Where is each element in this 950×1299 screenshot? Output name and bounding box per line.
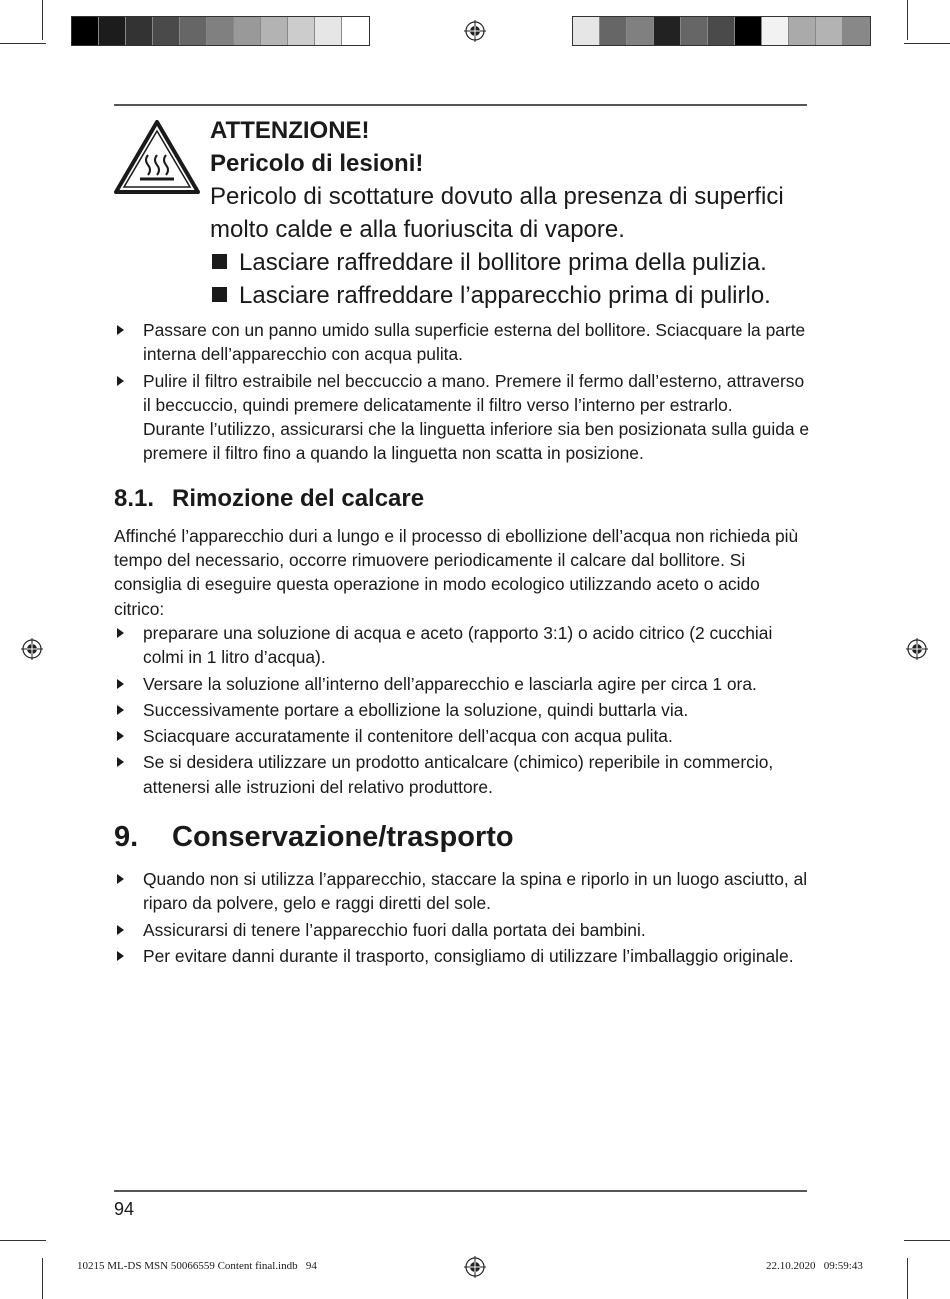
color-swatch: [816, 17, 843, 45]
header-rule: [114, 104, 807, 106]
crop-mark: [904, 43, 950, 44]
color-swatch: [681, 17, 708, 45]
crop-mark: [42, 1258, 43, 1299]
color-bar-right: [572, 16, 871, 46]
section-intro: Affinché l’apparecchio duri a lungo e il processo di ebollizione dell’acqua non richieda più tempo del necessario, occorre rimuovere periodicamente il calcare dal bollitore. Si consiglia di eseguire questa operazione in modo ecologico utilizzando aceto o acido citrico:: [114, 525, 799, 619]
crop-mark: [907, 1258, 908, 1299]
color-swatch: [627, 17, 654, 45]
warning-body: Pericolo di scottature dovuto alla presenza di superfici molto calde e alla fuoriuscita di vapore.: [210, 183, 784, 243]
page-number: 94: [114, 1199, 135, 1219]
color-swatch: [654, 17, 681, 45]
triangle-bullet-icon: [117, 925, 124, 935]
triangle-bullet-icon: [117, 951, 124, 961]
color-swatch: [288, 17, 315, 45]
list-item: Se si desidera utilizzare un prodotto anticalcare (chimico) reperibile in commercio, attenersi alle istruzioni del relativo produttore.: [114, 750, 814, 799]
color-swatch: [207, 17, 234, 45]
section-heading: 8.1. Rimozione del calcare: [114, 484, 425, 512]
list-item: Passare con un panno umido sulla superficie esterna del bollitore. Sciacquare la parte interna dell’apparecchio con acqua pulita.: [114, 318, 814, 367]
color-swatch: [735, 17, 762, 45]
list-item: Successivamente portare a ebollizione la soluzione, quindi buttarla via.: [114, 698, 814, 722]
registration-mark-icon: [21, 638, 43, 660]
cleaning-list: [114, 318, 814, 466]
color-swatch: [72, 17, 99, 45]
warning-title: ATTENZIONE!: [210, 117, 370, 144]
registration-mark-icon: [906, 638, 928, 660]
triangle-bullet-icon: [117, 679, 124, 689]
color-swatch: [126, 17, 153, 45]
warning-item: Lasciare raffreddare il bollitore prima della pulizia.: [210, 246, 810, 279]
warning-block: [210, 114, 810, 312]
storage-list: [114, 867, 814, 968]
main-content: [114, 318, 814, 970]
triangle-bullet-icon: [117, 628, 124, 638]
triangle-bullet-icon: [117, 731, 124, 741]
color-swatch: [843, 17, 870, 45]
registration-mark-icon: [464, 1256, 486, 1278]
list-item-continuation: Durante l’utilizzo, assicurarsi che la linguetta inferiore sia ben posizionata sulla guida e premere il filtro fino a quando la linguetta non scatta in posizione.: [143, 419, 810, 464]
color-swatch: [789, 17, 816, 45]
color-swatch: [153, 17, 180, 45]
color-swatch: [708, 17, 735, 45]
list-item: Pulire il filtro estraibile nel beccuccio a mano. Premere il fermo dall’esterno, attraverso il beccuccio, quindi premere delicatamente il filtro verso l’interno per estrarlo. Durante l’utilizzo, assicurarsi che la linguetta inferiore sia ben posizionata sulla guida e premere il filtro fino a quando la linguetta non scatta in posizione.: [114, 369, 814, 466]
registration-mark-icon: [464, 20, 486, 42]
color-swatch: [600, 17, 627, 45]
color-swatch: [261, 17, 288, 45]
crop-mark: [904, 1240, 950, 1241]
color-swatch: [180, 17, 207, 45]
hot-surface-warning-icon: [113, 119, 201, 195]
triangle-bullet-icon: [117, 376, 124, 386]
color-swatch: [99, 17, 126, 45]
chapter-heading: 9. Conservazione/trasporto: [114, 821, 514, 854]
triangle-bullet-icon: [117, 325, 124, 335]
color-swatch: [762, 17, 789, 45]
color-swatch: [234, 17, 261, 45]
list-item: Versare la soluzione all’interno dell’apparecchio e lasciarla agire per circa 1 ora.: [114, 672, 814, 696]
triangle-bullet-icon: [117, 757, 124, 767]
square-bullet-icon: [212, 287, 227, 302]
warning-subtitle: Pericolo di lesioni!: [210, 150, 424, 177]
print-file-info: 10215 ML-DS MSN 50066559 Content final.indb 94: [77, 1260, 317, 1272]
triangle-bullet-icon: [117, 705, 124, 715]
warning-item: Lasciare raffreddare l’apparecchio prima di pulirlo.: [210, 279, 810, 312]
list-item: Quando non si utilizza l’apparecchio, staccare la spina e riporlo in un luogo asciutto, al riparo da polvere, gelo e raggi diretti del sole.: [114, 867, 814, 916]
list-item: Assicurarsi di tenere l’apparecchio fuori dalla portata dei bambini.: [114, 918, 814, 942]
list-item: Per evitare danni durante il trasporto, consigliamo di utilizzare l’imballaggio originale.: [114, 944, 814, 968]
list-item: preparare una soluzione di acqua e aceto (rapporto 3:1) o acido citrico (2 cucchiai colmi in 1 litro d’acqua).: [114, 621, 814, 670]
triangle-bullet-icon: [117, 874, 124, 884]
print-timestamp: 22.10.2020 09:59:43: [766, 1260, 863, 1272]
descaling-list: [114, 621, 814, 799]
crop-mark: [0, 1240, 46, 1241]
crop-mark: [907, 0, 908, 40]
color-swatch: [342, 17, 369, 45]
square-bullet-icon: [212, 254, 227, 269]
footer-rule: [114, 1190, 807, 1192]
color-bar-left: [71, 16, 370, 46]
crop-mark: [42, 0, 43, 40]
crop-mark: [0, 43, 46, 44]
list-item: Sciacquare accuratamente il contenitore dell’acqua con acqua pulita.: [114, 724, 814, 748]
color-swatch: [573, 17, 600, 45]
color-swatch: [315, 17, 342, 45]
